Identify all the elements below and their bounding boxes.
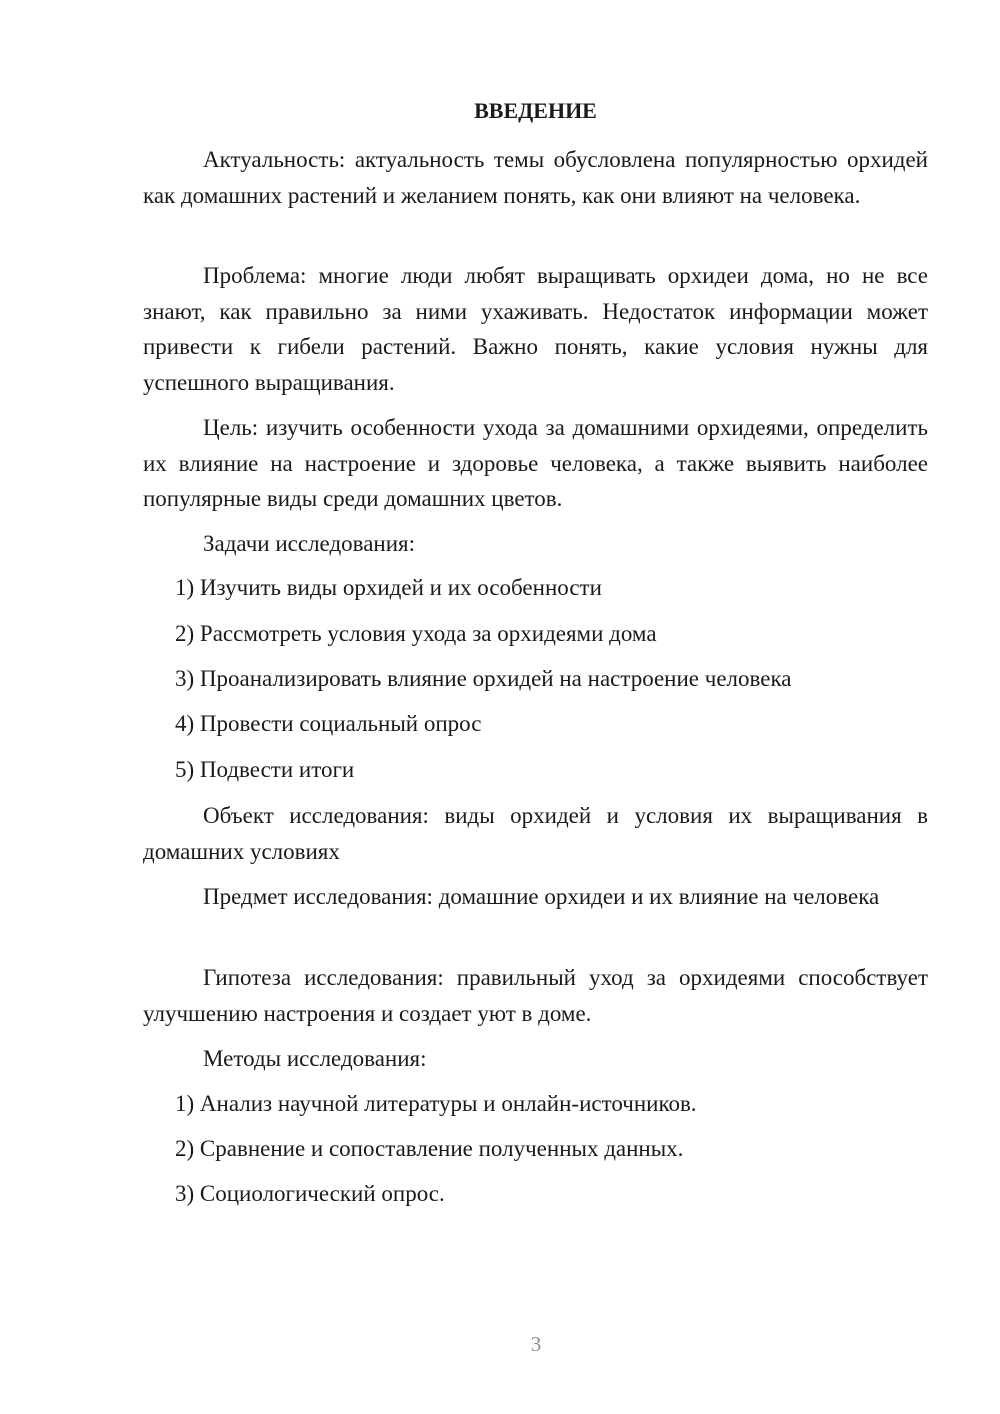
method-item: 3) Социологический опрос. <box>175 1181 445 1206</box>
tasks-heading: Задачи исследования: <box>203 531 416 556</box>
task-item: 5) Подвести итоги <box>175 757 355 782</box>
method-item: 2) Сравнение и сопоставление полученных данных. <box>175 1136 684 1161</box>
page-number: 3 <box>530 1332 542 1356</box>
object-paragraph: Объект исследования: виды орхидей и условия их выращивания в домашних условиях <box>143 803 928 864</box>
methods-heading: Методы исследования: <box>203 1046 427 1071</box>
task-item: 2) Рассмотреть условия ухода за орхидеями дома <box>175 621 657 646</box>
relevance-paragraph: Актуальность: актуальность темы обусловлена популярностью орхидей как домашних растений и желанием понять, как они влияют на человека. <box>143 147 928 208</box>
task-item: 3) Проанализировать влияние орхидей на настроение человека <box>175 666 792 691</box>
hypothesis-paragraph: Гипотеза исследования: правильный уход за орхидеями способствует улучшению настроения и создает уют в доме. <box>143 965 928 1026</box>
page-title: ВВЕДЕНИЕ <box>474 98 597 123</box>
task-item: 4) Провести социальный опрос <box>175 711 482 736</box>
subject-paragraph: Предмет исследования: домашние орхидеи и их влияние на человека <box>203 884 880 909</box>
task-item: 1) Изучить виды орхидей и их особенности <box>175 575 602 600</box>
problem-paragraph: Проблема: многие люди любят выращивать орхидеи дома, но не все знают, как правильно за ними ухаживать. Недостаток информации может привести к гибели растений. Важно понять, какие условия нужны для успешного выращивания. <box>143 263 928 395</box>
method-item: 1) Анализ научной литературы и онлайн-источников. <box>175 1091 697 1116</box>
goal-paragraph: Цель: изучить особенности ухода за домашними орхидеями, определить их влияние на настроение и здоровье человека, а также выявить наиболее популярные виды среди домашних цветов. <box>143 415 928 511</box>
